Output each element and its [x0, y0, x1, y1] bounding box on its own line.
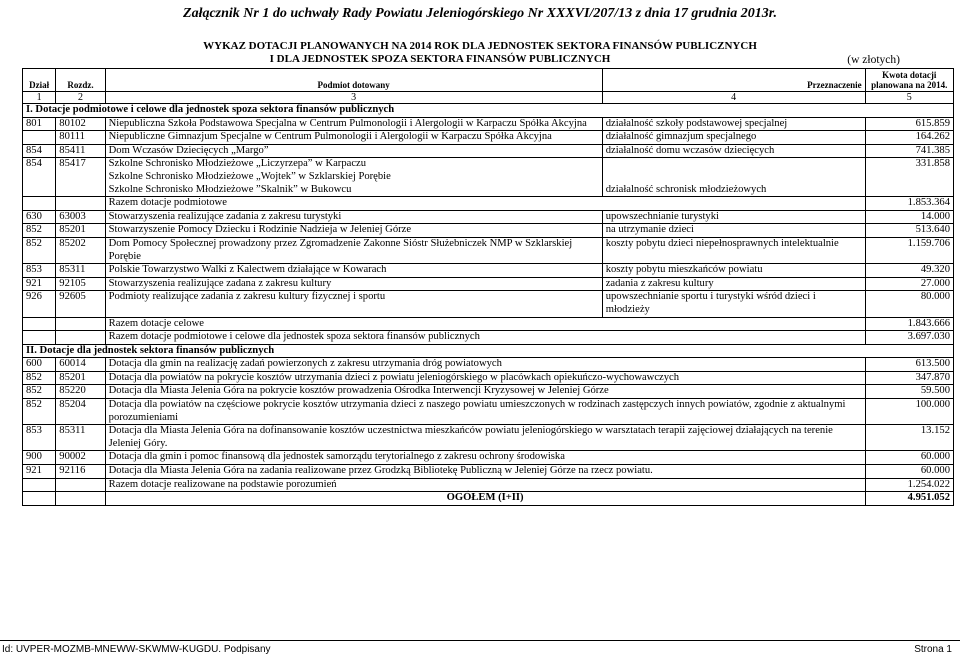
section-2-header — [23, 344, 954, 358]
kwota-cell: 513.640 — [865, 224, 953, 238]
empty-cell — [23, 331, 56, 345]
kwota-cell: 331.858 — [865, 158, 953, 197]
rozdz-cell: 85220 — [56, 385, 105, 399]
table-row — [23, 399, 954, 425]
rozdz-cell: 80102 — [56, 117, 105, 131]
subtotal-label: Razem dotacje podmiotowe i celowe dla jednostek spoza sektora finansów publicznych — [105, 331, 865, 345]
total-section-1-row — [23, 331, 954, 345]
table-row — [23, 144, 954, 158]
description-cell: Dotacja dla powiatów na pokrycie kosztów utrzymania dzieci z powiatu jeleniogórskiego w placówkach opiekuńczo-wychowawczych — [105, 371, 865, 385]
przeznaczenie-cell: na utrzymanie dzieci — [602, 224, 865, 238]
footer-document-id: Id: UVPER-MOZMB-MNEWW-SKWMW-KUGDU. Podpisany — [2, 644, 271, 655]
table-row — [23, 277, 954, 291]
table-row — [23, 264, 954, 278]
kwota-cell: 613.500 — [865, 358, 953, 372]
rozdz-cell: 85311 — [56, 264, 105, 278]
description-cell: Dotacja dla powiatów na częściowe pokrycie kosztów utrzymania dzieci z naszego powiatu umieszczonych w rodzinach zastępczych innych powiatów, zgodnie z aktualnymi porozumieniami — [105, 399, 865, 425]
kwota-cell: 60.000 — [865, 451, 953, 465]
rozdz-cell: 85311 — [56, 425, 105, 451]
dzial-cell: 921 — [23, 277, 56, 291]
unit-label: (w złotych) — [847, 54, 900, 66]
subtotal-label: Razem dotacje podmiotowe — [105, 197, 865, 211]
section-1-title: I. Dotacje podmiotowe i celowe dla jednostek spoza sektora finansów publicznych — [23, 104, 954, 118]
kwota-cell: 59.500 — [865, 385, 953, 399]
empty-cell — [56, 317, 105, 331]
description-cell: Dotacja dla Miasta Jelenia Góra na pokrycie kosztów prowadzenia Ośrodka Interwencji Kryzysowej w Jeleniej Górze — [105, 385, 865, 399]
podmiot-cell: Stowarzyszenie Pomocy Dziecku i Rodzinie Nadzieja w Jeleniej Górze — [105, 224, 602, 238]
rozdz-cell: 92116 — [56, 465, 105, 479]
rozdz-cell: 85411 — [56, 144, 105, 158]
rozdz-cell: 60014 — [56, 358, 105, 372]
podmiot-cell: Stowarzyszenia realizujące zadana z zakresu kultury — [105, 277, 602, 291]
table-row — [23, 451, 954, 465]
przeznaczenie-cell: zadania z zakresu kultury — [602, 277, 865, 291]
kwota-cell: 1.159.706 — [865, 237, 953, 263]
kwota-cell: 13.152 — [865, 425, 953, 451]
dzial-cell: 854 — [23, 144, 56, 158]
grand-total-value: 4.951.052 — [865, 492, 953, 506]
kwota-cell: 14.000 — [865, 210, 953, 224]
col-number: 5 — [865, 92, 953, 104]
przeznaczenie-cell: koszty pobytu dzieci niepełnosprawnych intelektualnie — [602, 237, 865, 263]
section-1-header — [23, 104, 954, 118]
przeznaczenie-cell: działalność szkoły podstawowej specjalnej — [602, 117, 865, 131]
dzial-cell: 926 — [23, 291, 56, 317]
subtotal-celowe-row — [23, 317, 954, 331]
col-number: 1 — [23, 92, 56, 104]
subtotal-value: 1.853.364 — [865, 197, 953, 211]
rozdz-cell: 63003 — [56, 210, 105, 224]
dzial-cell: 854 — [23, 158, 56, 197]
rozdz-cell: 85201 — [56, 224, 105, 238]
kwota-cell: 741.385 — [865, 144, 953, 158]
description-cell: Dotacja dla Miasta Jelenia Góra na dofinansowanie kosztów uczestnictwa mieszkańców powiatu jeleniogórskiego w warsztatach terapii zajęciowej działających na terenie Jeleniej Góry. — [105, 425, 865, 451]
document-title: Załącznik Nr 1 do uchwały Rady Powiatu Jeleniogórskiego Nr XXXVI/207/13 z dnia 17 grudnia 2013r. — [183, 6, 777, 21]
subsidies-table — [22, 68, 954, 506]
table-row — [23, 465, 954, 479]
rozdz-cell: 92605 — [56, 291, 105, 317]
subtotal-porozumienia-row — [23, 478, 954, 492]
dzial-cell: 630 — [23, 210, 56, 224]
podmiot-cell — [105, 158, 602, 197]
podmiot-cell: Niepubliczne Gimnazjum Specjalne w Centrum Pulmonologii i Alergologii w Karpaczu Spółka Akcyjna — [105, 131, 602, 145]
subtotal-value: 1.843.666 — [865, 317, 953, 331]
rozdz-cell: 85204 — [56, 399, 105, 425]
col-kwota: Kwota dotacji planowana na 2014. — [865, 69, 953, 92]
podmiot-line: Szkolne Schronisko Młodzieżowe ”Skalnik” w Bukowcu — [108, 183, 352, 195]
kwota-cell: 615.859 — [865, 117, 953, 131]
table-row — [23, 425, 954, 451]
dzial-cell: 801 — [23, 117, 56, 131]
kwota-cell: 27.000 — [865, 277, 953, 291]
kwota-cell: 100.000 — [865, 399, 953, 425]
description-cell: Dotacja dla gmin i pomoc finansową dla jednostek samorządu terytorialnego z zakresu ochrony środowiska — [105, 451, 865, 465]
footer-page-number: Strona 1 — [914, 644, 952, 655]
col-number: 2 — [56, 92, 105, 104]
przeznaczenie-cell: działalność gimnazjum specjalnego — [602, 131, 865, 145]
podmiot-line: Szkolne Schronisko Młodzieżowe „Wojtek” w Szklarskiej Porębie — [108, 170, 391, 182]
col-rozdz: Rozdz. — [56, 69, 105, 92]
table-row — [23, 385, 954, 399]
table-row — [23, 237, 954, 263]
rozdz-cell: 85201 — [56, 371, 105, 385]
podmiot-cell: Stowarzyszenia realizujące zadania z zakresu turystyki — [105, 210, 602, 224]
table-row — [23, 210, 954, 224]
dzial-cell: 853 — [23, 425, 56, 451]
dzial-cell: 852 — [23, 385, 56, 399]
description-cell: Dotacja dla Miasta Jelenia Góra na zadania realizowane przez Grodzką Bibliotekę Publiczną w Jeleniej Górze na rzecz powiatu. — [105, 465, 865, 479]
podmiot-line: Szkolne Schronisko Młodzieżowe „Liczyrzepa” w Karpaczu — [108, 158, 367, 170]
table-row — [23, 117, 954, 131]
subtotal-value: 3.697.030 — [865, 331, 953, 345]
grand-total-label: OGÓŁEM (I+II) — [105, 492, 865, 506]
col-number: 3 — [105, 92, 602, 104]
rozdz-cell: 80111 — [56, 131, 105, 145]
table-row — [23, 371, 954, 385]
kwota-cell: 347.870 — [865, 371, 953, 385]
table-row — [23, 131, 954, 145]
kwota-cell: 80.000 — [865, 291, 953, 317]
dzial-cell: 853 — [23, 264, 56, 278]
table-row — [23, 291, 954, 317]
subtotal-label: Razem dotacje celowe — [105, 317, 865, 331]
dzial-cell: 900 — [23, 451, 56, 465]
dzial-cell: 852 — [23, 224, 56, 238]
empty-cell — [23, 317, 56, 331]
podmiot-cell: Podmioty realizujące zadania z zakresu kultury fizycznej i sportu — [105, 291, 602, 317]
subtotal-value: 1.254.022 — [865, 478, 953, 492]
empty-cell — [56, 478, 105, 492]
dzial-cell: 921 — [23, 465, 56, 479]
header-line-2: I DLA JEDNOSTEK SPOZA SEKTORA FINANSÓW PUBLICZNYCH — [269, 53, 611, 65]
description-cell: Dotacja dla gmin na realizację zadań powierzonych z zakresu utrzymania dróg powiatowych — [105, 358, 865, 372]
dzial-cell: 852 — [23, 237, 56, 263]
kwota-cell: 49.320 — [865, 264, 953, 278]
rozdz-cell: 85202 — [56, 237, 105, 263]
grand-total-row — [23, 492, 954, 506]
col-dzial: Dział — [23, 69, 56, 92]
przeznaczenie-cell: upowszechnianie sportu i turystyki wśród dzieci i młodzieży — [602, 291, 865, 317]
empty-cell — [56, 331, 105, 345]
header-line-1: WYKAZ DOTACJI PLANOWANYCH NA 2014 ROK DLA JEDNOSTEK SEKTORA FINANSÓW PUBLICZNYCH — [203, 40, 757, 52]
page-footer — [0, 640, 960, 659]
subtotal-label: Razem dotacje realizowane na podstawie porozumień — [105, 478, 865, 492]
table-row — [23, 158, 954, 197]
podmiot-cell: Dom Wczasów Dziecięcych „Margo” — [105, 144, 602, 158]
dzial-cell: 852 — [23, 371, 56, 385]
footer-divider — [0, 640, 960, 641]
empty-cell — [23, 492, 56, 506]
podmiot-cell: Dom Pomocy Społecznej prowadzony przez Zgromadzenie Zakonne Sióstr Służebniczek NMP w Szklarskiej Porębie — [105, 237, 602, 263]
empty-cell — [23, 478, 56, 492]
podmiot-cell: Polskie Towarzystwo Walki z Kalectwem działające w Kowarach — [105, 264, 602, 278]
przeznaczenie-cell: działalność schronisk młodzieżowych — [602, 158, 865, 197]
empty-cell — [23, 197, 56, 211]
przeznaczenie-cell: koszty pobytu mieszkańców powiatu — [602, 264, 865, 278]
section-2-title: II. Dotacje dla jednostek sektora finansów publicznych — [23, 344, 954, 358]
dzial-cell — [23, 131, 56, 145]
dzial-cell: 852 — [23, 399, 56, 425]
column-numbers-row — [23, 92, 954, 104]
table-row — [23, 358, 954, 372]
rozdz-cell: 90002 — [56, 451, 105, 465]
przeznaczenie-cell: upowszechnianie turystyki — [602, 210, 865, 224]
subtotal-podmiotowe-row — [23, 197, 954, 211]
rozdz-cell: 92105 — [56, 277, 105, 291]
table-row — [23, 224, 954, 238]
kwota-cell: 60.000 — [865, 465, 953, 479]
przeznaczenie-cell: działalność domu wczasów dziecięcych — [602, 144, 865, 158]
podmiot-cell: Niepubliczna Szkoła Podstawowa Specjalna w Centrum Pulmonologii i Alergologii w Karpaczu Spółka Akcyjna — [105, 117, 602, 131]
dzial-cell: 600 — [23, 358, 56, 372]
col-number: 4 — [602, 92, 865, 104]
rozdz-cell: 85417 — [56, 158, 105, 197]
empty-cell — [56, 492, 105, 506]
kwota-cell: 164.262 — [865, 131, 953, 145]
empty-cell — [56, 197, 105, 211]
col-podmiot: Podmiot dotowany — [105, 69, 602, 92]
col-przeznaczenie: Przeznaczenie — [602, 69, 865, 92]
